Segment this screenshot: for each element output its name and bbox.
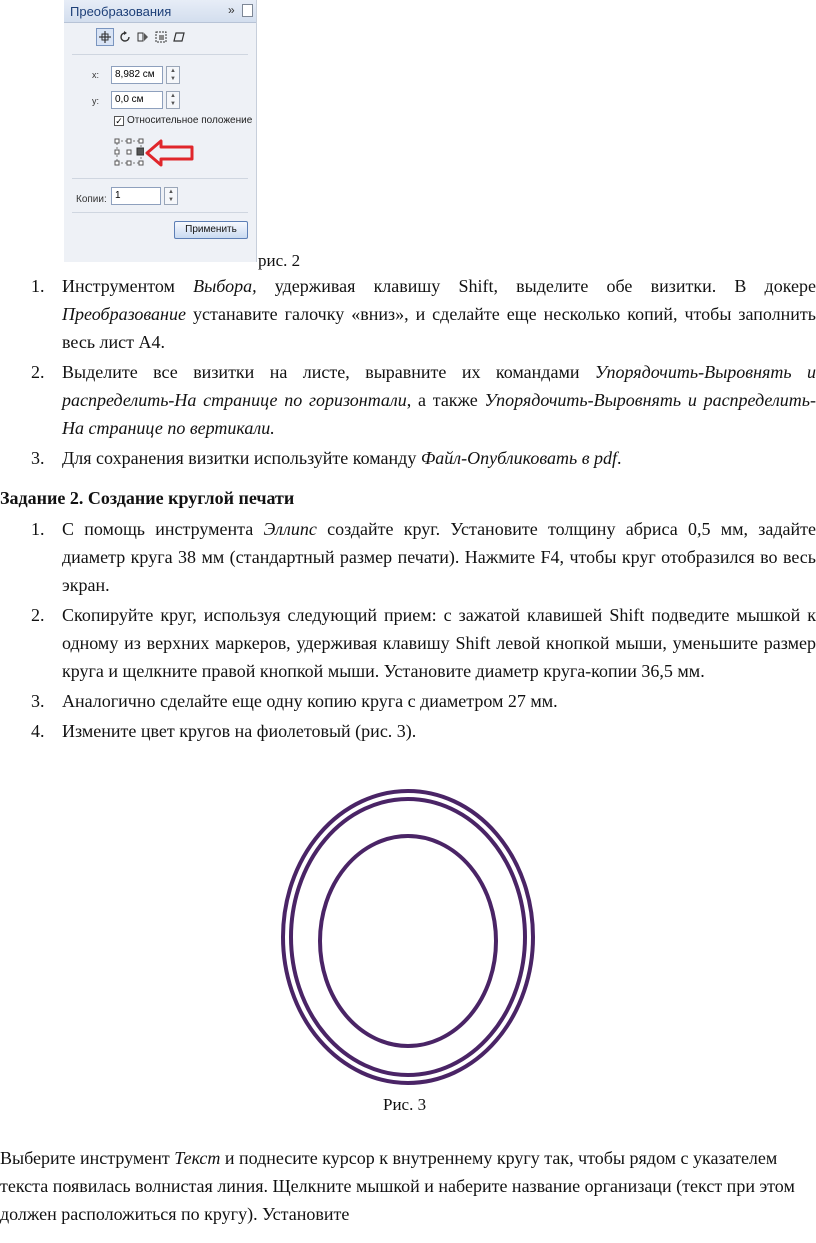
divider	[72, 178, 248, 179]
text-run: удерживая клавишу Shift, выделите обе визитки. В докере	[256, 276, 816, 296]
skew-icon[interactable]	[170, 28, 188, 46]
apply-button[interactable]: Применить	[174, 221, 248, 239]
text-run: и поднесите курсор к внутреннему кругу так, чтобы рядом с указателем текста появилась волнистая линия. Щелкните мышкой и наберите название организаци (текст при этом должен расположиться по кругу). Установите	[0, 1148, 795, 1224]
steps-list-1	[0, 272, 816, 474]
middle-circle	[291, 799, 525, 1075]
x-label: x:	[92, 70, 100, 80]
italic-text: Преобразование	[62, 304, 186, 324]
list-number: 1.	[31, 276, 45, 296]
divider	[72, 212, 248, 213]
pin-icon[interactable]	[242, 4, 253, 17]
list-item	[0, 272, 816, 356]
italic-text: Упорядочить-Выровнять и распределить-На странице по вертикали.	[62, 390, 816, 438]
steps-list-2	[0, 515, 816, 747]
seal-circles-figure	[276, 785, 540, 1089]
text-run: Аналогично сделайте еще одну копию круга с диаметром 27 мм.	[62, 691, 558, 711]
y-spinner[interactable]: ▲ ▼	[166, 91, 180, 109]
text-run: С помощь инструмента	[62, 519, 264, 539]
text-run: устанавите галочку «вниз», и сделайте еще несколько копий, чтобы заполнить весь лист А4.	[62, 304, 816, 352]
list-item	[0, 358, 816, 442]
rotate-icon[interactable]	[116, 28, 134, 46]
figure-3-caption: Рис. 3	[383, 1095, 427, 1114]
y-position-input[interactable]: 0,0 см	[111, 91, 163, 109]
list-number: 3.	[31, 691, 45, 711]
list-item	[0, 717, 816, 745]
list-item	[0, 444, 816, 472]
italic-text: Эллипс	[263, 519, 317, 539]
text-run: , а также	[406, 390, 485, 410]
copies-input[interactable]: 1	[111, 187, 161, 205]
list-item	[0, 515, 816, 599]
text-run: Измените цвет кругов на фиолетовый (рис. 3).	[62, 721, 417, 741]
list-number: 1.	[31, 519, 45, 539]
text-run: Инструментом	[62, 276, 194, 296]
position-icon[interactable]	[96, 28, 114, 46]
text-run: .	[617, 448, 622, 468]
inner-circle	[320, 836, 496, 1046]
final-paragraph	[0, 1144, 800, 1228]
docker-header	[64, 0, 256, 23]
relative-position-label: Относительное положение	[127, 115, 253, 126]
relative-position-checkbox[interactable]: ✓	[115, 116, 123, 126]
docker-title: Преобразования	[70, 4, 172, 19]
mirror-icon[interactable]	[134, 28, 152, 46]
italic-text: Выбора,	[193, 276, 257, 296]
x-spinner[interactable]: ▲ ▼	[166, 66, 180, 84]
anchor-point-grid[interactable]	[114, 138, 144, 166]
collapse-icon[interactable]: »	[228, 3, 235, 17]
text-run: создайте круг. Установите толщину абриса 0,5 мм, задайте диаметр круга 38 мм (стандартный размер печати). Нажмите F4, чтобы круг отобразился во весь экран.	[62, 519, 816, 595]
red-arrow-icon	[144, 138, 196, 168]
y-label: y:	[92, 96, 100, 106]
text-run: Для сохранения визитки используйте команду	[62, 448, 421, 468]
list-number: 4.	[31, 721, 45, 741]
list-number: 2.	[31, 362, 45, 382]
copies-spinner[interactable]: ▲ ▼	[164, 187, 178, 205]
text-run: Выберите инструмент	[0, 1148, 175, 1168]
list-item	[0, 687, 816, 715]
task-2-heading: Задание 2. Создание круглой печати	[0, 488, 295, 508]
list-number: 2.	[31, 605, 45, 625]
x-position-input[interactable]: 8,982 см	[111, 66, 163, 84]
italic-text: Текст	[174, 1148, 221, 1168]
figure-2-caption: рис. 2	[258, 251, 301, 270]
copies-label: Копии:	[76, 194, 107, 205]
text-run: Скопируйте круг, используя следующий прием: с зажатой клавишей Shift подведите мышкой к одному из верхних маркеров, удерживая клавишу Shift левой кнопкой мыши, уменьшите размер круга и щелкните правой кнопкой мыши. Установите диаметр круга-копии 36,5 мм.	[62, 605, 816, 681]
text-run: Выделите все визитки на листе, выравните их командами	[62, 362, 595, 382]
italic-text: Файл-Опубликовать в pdf	[420, 448, 618, 468]
italic-text: Упорядочить-Выровнять и распределить-На странице по горизонтали	[62, 362, 816, 410]
transformations-docker	[64, 0, 257, 262]
list-item	[0, 601, 816, 685]
size-icon[interactable]	[152, 28, 170, 46]
divider	[72, 54, 248, 55]
list-number: 3.	[31, 448, 45, 468]
